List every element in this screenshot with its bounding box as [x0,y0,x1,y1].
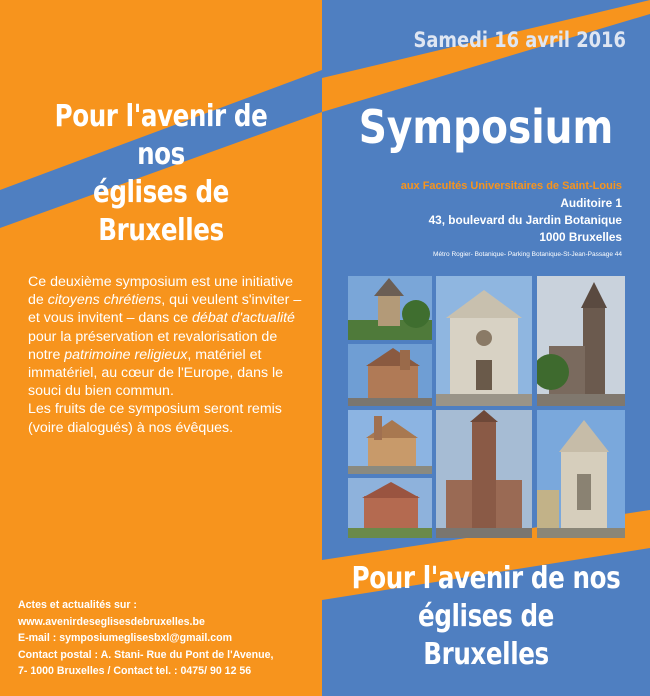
church-photo-2 [436,276,532,406]
footer-heading: Actes et actualités sur : [18,599,137,611]
venue-address [401,178,622,264]
right-title-line1: Pour l'avenir de nos [351,561,621,596]
contact-footer [18,597,318,680]
venue-room: Auditoire 1 [560,196,622,210]
left-title-line2: églises de Bruxelles [93,175,229,248]
church-photo-3 [537,276,625,406]
phone-contact: 7- 1000 Bruxelles / Contact tel. : 0475/ 90 12 56 [18,665,252,678]
right-title [352,560,621,674]
intro-text: Ce deuxième symposium est une initiative de citoyens chrétiens, qui veulent s'inviter – et vous invitent – dans ce débat d'actualité pour la préservation et revalorisation de notre patrimoine religieux, matériel et immatériel, au cœur de l'Europe, dans le souci du bien commun. Les fruits de ce symposium seront remis (voire dialogués) à nos évêques. [28,274,302,436]
website-link[interactable]: www.avenirdeseglisesdebruxelles.be [18,615,205,628]
church-photo-4 [348,344,432,406]
venue-street: 43, boulevard du Jardin Botanique [428,213,622,227]
church-photo-7 [537,410,625,538]
left-title [29,98,293,250]
symposium-title: Symposium [358,100,614,154]
email-link[interactable]: E-mail : symposiumeglisesbxl@gmail.com [18,632,233,645]
right-panel [322,0,650,696]
left-panel [0,0,322,696]
church-photo-6 [436,410,532,538]
church-photo-5 [348,410,432,474]
church-photo-1 [348,276,432,340]
church-photo-8 [348,478,432,538]
event-date: Samedi 16 avril 2016 [413,28,626,52]
venue-metro: Métro Rogier- Botanique- Parking Botanique-St-Jean-Passage 44 [433,251,622,258]
postal-contact: Contact postal : A. Stani- Rue du Pont de l'Avenue, [18,648,274,661]
venue-org: aux Facultés Universitaires de Saint-Louis [400,180,622,192]
left-title-line1: Pour l'avenir de nos [54,99,268,172]
right-title-line2: églises de Bruxelles [418,599,554,672]
venue-city: 1000 Bruxelles [539,230,622,244]
